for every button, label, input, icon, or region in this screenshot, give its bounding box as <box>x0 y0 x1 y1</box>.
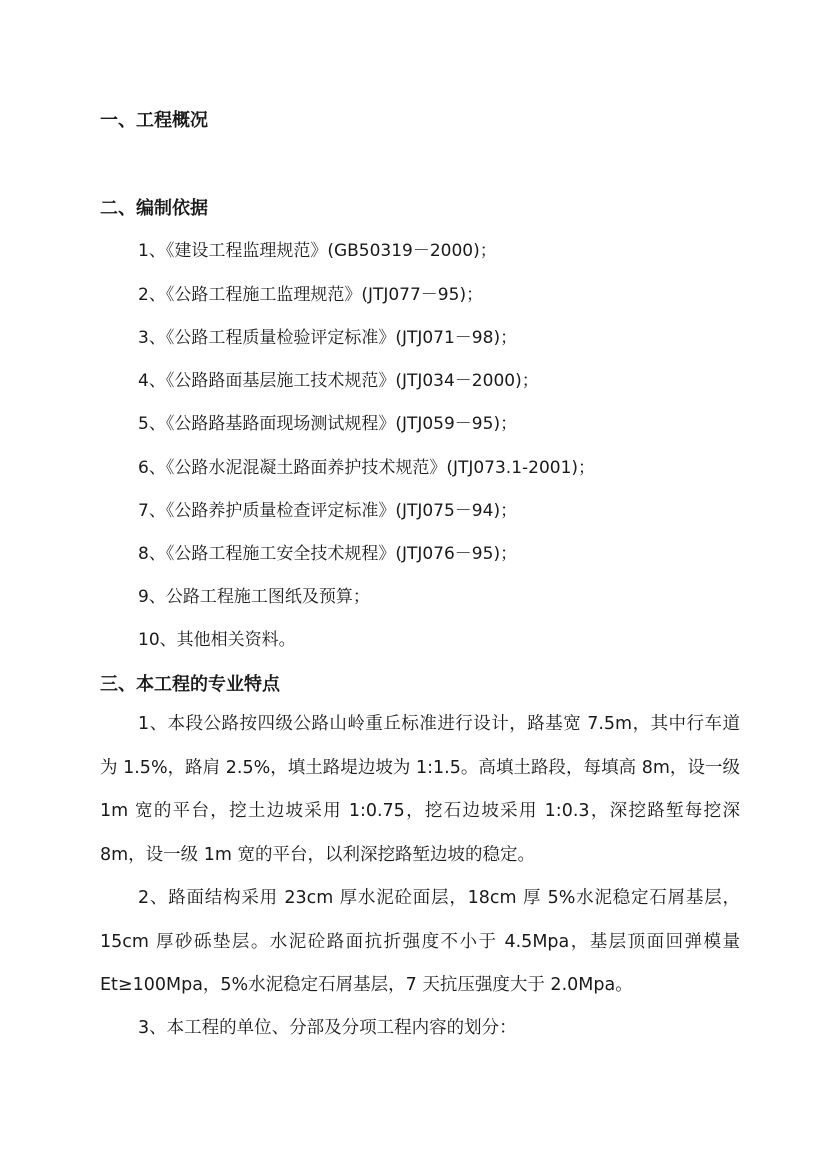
feature-paragraph-3: 3、本工程的单位、分部及分项工程内容的划分： <box>138 1018 517 1038</box>
basis-item-1: 1、《建设工程监理规范》(GB50319－2000)； <box>138 241 497 261</box>
basis-item-7: 7、《公路养护质量检查评定标准》(JTJ075－94)； <box>138 501 518 521</box>
basis-item-4: 4、《公路路面基层施工技术规范》(JTJ034－2000)； <box>138 371 539 391</box>
feature-paragraph-2: 2、路面结构采用 23cm 厚水泥砼面层，18cm 厚 5%水泥稳定石屑基层，15cm 厚砂砾垫层。水泥砼路面抗折强度不小于 4.5Mpa，基层顶面回弹模量 Et≥100Mpa，5%水泥稳定石屑基层，7 天抗压强度大于 2.0Mpa。 <box>100 888 740 995</box>
basis-item-6: 6、《公路水泥混凝土路面养护技术规范》(JTJ073.1-2001)； <box>138 458 596 478</box>
section-title-basis: 二、编制依据 <box>100 198 208 219</box>
basis-item-3: 3、《公路工程质量检验评定标准》(JTJ071－98)； <box>138 328 518 348</box>
basis-item-8: 8、《公路工程施工安全技术规程》(JTJ076－95)； <box>138 544 518 564</box>
section-title-overview: 一、工程概况 <box>100 110 208 131</box>
feature-paragraph-1: 1、本段公路按四级公路山岭重丘标准进行设计，路基宽 7.5m，其中行车道为 1.5%，路肩 2.5%，填土路堤边坡为 1:1.5。高填土路段，每填高 8m，设一级 1m 宽的平台，挖土边坡采用 1:0.75，挖石边坡采用 1:0.3，深挖路堑每挖深 8m，设一级 1m 宽的平台，以利深挖路堑边坡的稳定。 <box>100 714 740 865</box>
basis-item-5: 5、《公路路基路面现场测试规程》(JTJ059－95)； <box>138 414 518 434</box>
basis-item-9: 9、公路工程施工图纸及预算； <box>138 587 370 607</box>
basis-item-10: 10、其他相关资料。 <box>138 630 296 650</box>
basis-item-2: 2、《公路工程施工监理规范》(JTJ077－95)； <box>138 285 484 305</box>
section-title-features: 三、本工程的专业特点 <box>100 674 280 695</box>
